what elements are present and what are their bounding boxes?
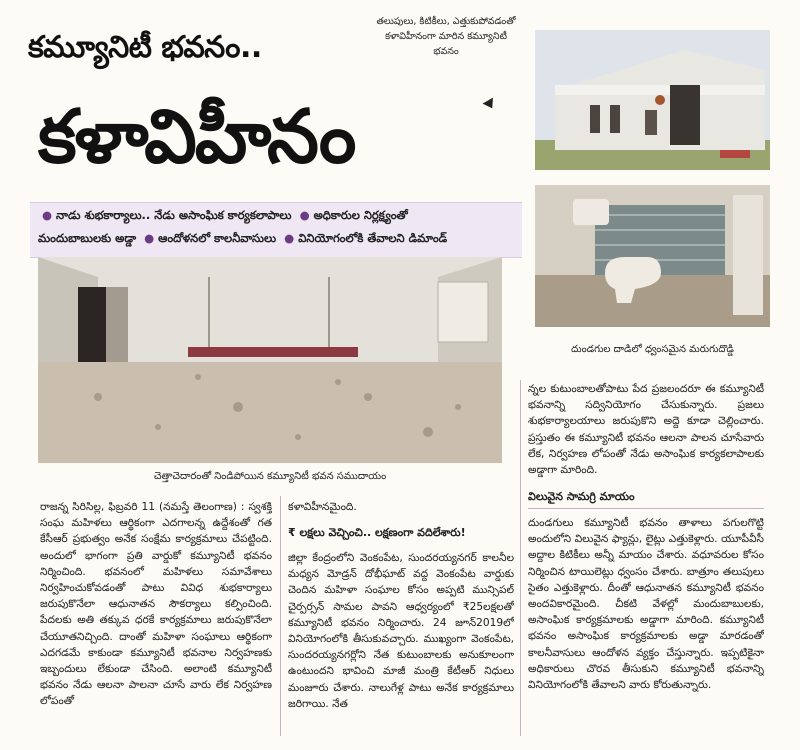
subheading-1: ₹ లక్షలు వెచ్చించి.. లక్షణంగా వదిలేశారు! [288, 526, 466, 539]
article-column-2 [288, 550, 514, 736]
highlight-item: వినియోగంలోకి తేవాలని డిమాండ్ [298, 231, 448, 245]
subheading-rule [528, 508, 764, 509]
highlights-line-2 [38, 231, 447, 248]
bullet-icon: ● [144, 231, 155, 245]
article-text: దుండగులు కమ్యూనిటీ భవనం తాళాలు పగులగొట్టి అందులోని విలువైన ఫ్యాన్లు, లైట్లు ఎత్తుకెళ్లారు. యూపీవీసీ అద్దాల కిటికీలు అన్నీ మాయం చేశారు. వధూవరుల కోసం నిర్మించిన టాయిలెట్లు ధ్వంసం చేశారు. బాత్రూం తలుపులు సైతం ఎత్తుకెళ్లారు. దీంతో ఆధునాతన కమ్యూనిటీ భవనం అందవికారమైంది. చీకటి వేళల్లో మందుబాబులకు, అసాంఘిక కార్యక్రమాలకు అడ్డాగా మారింది. కమ్యూనిటీ భవనం అసాంఘిక కార్యక్రమాలకు అడ్డా మారడంతో కాలనీవాసులు ఆందోళన వ్యక్తం చేస్తున్నారు. ఇప్పటికైనా అధికారులు చొరవ తీసుకుని కమ్యూనిటీ భవనాన్ని వినియోగంలోకి తేవాలని వారు కోరుతున్నారు. [528, 517, 764, 692]
toilet-illustration [535, 185, 770, 327]
highlight-item: మందుబాబులకు అడ్డా [38, 231, 137, 245]
bullet-icon: ● [42, 208, 53, 222]
photo-byline: తలుపులు, కిటికీలు, ఎత్తుకుపోవడంతో కళావిహీనంగా మారిన కమ్యూనిటీ భవనం [376, 16, 516, 57]
building-illustration [535, 30, 770, 170]
bullet-icon: ● [299, 208, 310, 222]
article-text: న్నల కుటుంబాలతోపాటు పేద ప్రజలందరూ ఈ కమ్యూనిటీ భవనాన్ని సద్వినియోగం చేసుకున్నారు. ప్రజలు శుభకార్యాలయాలు జరుపుకొని అద్దె కూడా చెల్లించారు. ప్రస్తుతం ఈ కమ్యూనిటీ భవనం ఆలనా పాలన చూసేవారు లేక, నిర్వహణ లోపంతో నేడు అసాంఘిక కార్యకలాపాలకు అడ్డాగా మారింది. [528, 383, 764, 477]
kicker-title: కమ్యూనిటీ భవనం.. [28, 30, 262, 65]
bullet-icon: ● [284, 231, 295, 245]
toilet-photo [535, 185, 770, 327]
article-column-3 [528, 515, 764, 736]
article-text: కళావిహీనమైంది. [288, 501, 357, 513]
article-column-1 [40, 499, 272, 735]
column-divider [280, 496, 281, 736]
column-divider [520, 380, 521, 736]
hall-photo [38, 257, 502, 463]
subheading-2: విలువైన సామగ్రి మాయం [528, 490, 635, 503]
hall-photo-caption: చెత్తాచెదారంతో నిండిపోయిన కమ్యూనిటీ భవన సముదాయం [153, 471, 387, 482]
article-text: : స్వశక్తి సంఘ మహిళలు ఆర్థికంగా ఎదగాలన్న ఉద్దేశంతో గత కేసీఆర్ ప్రభుత్వం అనేక సంక్షేమ కార్యక్రమాలు చేపట్టింది. అందులో భాగంగా ప్రతి వార్డుకో కమ్యూనిటీ భవనం నిర్మించింది. భవనంలో మహిళలు సమావేశాలు నిర్వహించుకోవడంతో పాటు వివిధ శుభకార్యాలు జరుపుకొనేలా ఆధునాతన సౌకర్యాలు కల్పించింది. పేదలకు అతి తక్కువ ధరకే కార్యక్రమాలు జరుపుకొనేలా చేయూతనిచ్చింది. దాంతో మహిళా సంఘాలు ఆర్థికంగా ఎదగడమే కాకుండా కమ్యూనిటీ భవనాల నిర్వహణకు ఇబ్బందులు లేకుండా చేసింది. అలాంటి కమ్యూనిటీ భవనం నేడు ఆలనా పాలనా చూసే వారు లేక నిర్వహణ లోపంతో [40, 501, 272, 708]
highlights-line-1 [38, 208, 408, 225]
article-column-3-top [528, 381, 764, 483]
article-column-2-lead [288, 499, 514, 515]
hall-illustration [38, 257, 502, 463]
article-text: జిల్లా కేంద్రంలోని వెంకంపేట, సుందరయ్యనగర్ కాలనీల మధ్యన మోడ్రన్ దోభీఘాట్ వద్ద వెంకంపేట వార్డుకు చెందిన మహిళా సంఘాల కోసం అప్పటి మున్సిపల్ చైర్పర్సన్ సామల పావని ఆధ్వర్యంలో ₹25లక్షలతో కమ్యూనిటీ భవనం నిర్మించారు. 24 జూన్2019లో వినియోగంలోకి తీసుకువచ్చారు. ముఖ్యంగా వెంకంపేట, సుందరయ్యనగర్లోని నేత కుటుంబాలకు అనుకూలంగా ఉంటుందని భావించి మాజీ మంత్రి కేటీఆర్ నిధులు మంజూరు చేశారు. నాలుగేళ్ల పాటు అనేక కార్యక్రమాలు జరిగాయి. నేత [288, 552, 514, 710]
dateline: రాజన్న సిరిసిల్ల, ఫిబ్రవరి 11 (నమస్తే తెలంగాణ) [40, 501, 237, 513]
toilet-photo-caption: దుండగుల దాడిలో ధ్వంసమైన మరుగుదొడ్డి [571, 344, 734, 355]
headline: కళావిహీనం [38, 94, 355, 180]
pointer-arrow-icon [483, 98, 498, 112]
highlight-item: ఆందోళనలో కాలనీవాసులు [158, 231, 277, 245]
building-photo [535, 30, 770, 170]
highlight-item: అధికారుల నిర్లక్ష్యంతో [313, 208, 408, 222]
highlight-item: నాడు శుభకార్యాలు.. నేడు అసాంఘిక కార్యకలాపాలు [56, 208, 292, 222]
